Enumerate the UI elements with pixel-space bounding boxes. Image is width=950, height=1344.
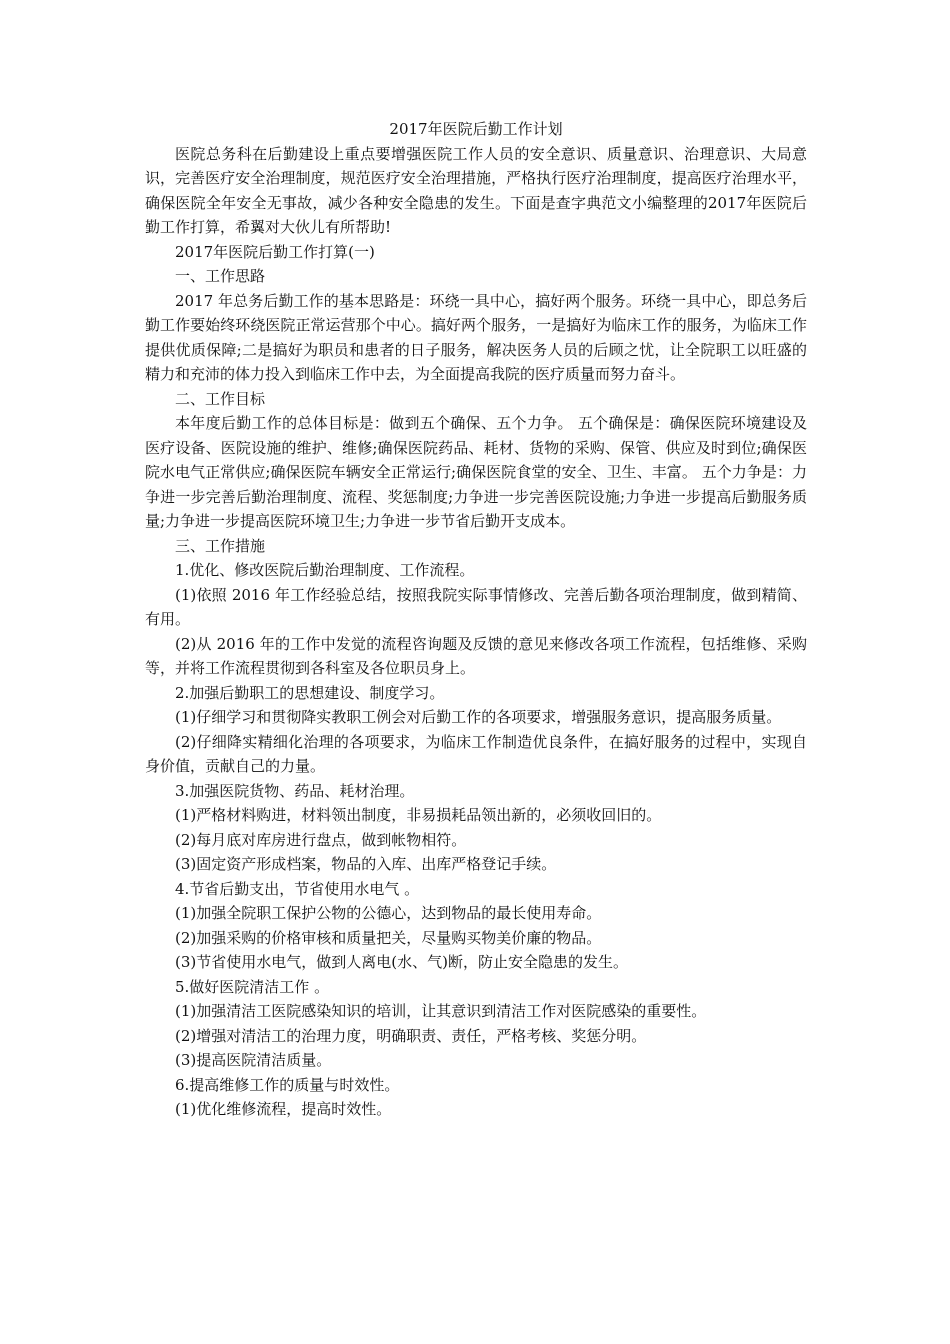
paragraph-work-goal: 本年度后勤工作的总体目标是：做到五个确保、五个力争。 五个确保是：确保医院环境建设及医疗设备、医院设施的维护、维修;确保医院药品、耗材、货物的采购、保管、供应及时到位;确保医院水电气正常供应;确保医院车辆安全正常运行;确保医院食堂的安全、卫生、丰富。 五个力争是：力争进一步完善后勤治理制度、流程、奖惩制度;力争进一步完善医院设施;力争进一步提高后勤服务质量;力争进一步提高医院环境卫生;力争进一步节省后勤开支成本。 bbox=[145, 414, 807, 530]
measure-item: (1)优化维修流程，提高时效性。 bbox=[175, 1100, 392, 1118]
section-heading-2: 二、工作目标 bbox=[175, 389, 266, 408]
measure-heading-1: 1.优化、修改医院后勤治理制度、工作流程。 bbox=[175, 561, 475, 579]
measure-item: (3)提高医院清洁质量。 bbox=[175, 1051, 332, 1069]
measure-item: (2)仔细降实精细化治理的各项要求，为临床工作制造优良条件，在搞好服务的过程中，实现自身价值，贡献自己的力量。 bbox=[145, 732, 807, 775]
measure-item: (1)严格材料购进，材料领出制度，非易损耗品领出新的，必须收回旧的。 bbox=[175, 806, 662, 824]
paragraph-intro: 医院总务科在后勤建设上重点要增强医院工作人员的安全意识、质量意识、治理意识、大局意识，完善医疗安全治理制度，规范医疗安全治理措施，严格执行医疗治理制度，提高医疗治理水平，确保医院全年安全无事故，减少各种安全隐患的发生。下面是查字典范文小编整理的2017年医院后勤工作打算，希翼对大伙儿有所帮助! bbox=[145, 144, 807, 236]
measure-item: (2)从 2016 年的工作中发觉的流程咨询题及反馈的意见来修改各项工作流程，包括维修、采购等，并将工作流程贯彻到各科室及各位职员身上。 bbox=[145, 634, 807, 677]
measure-item: (2)增强对清洁工的治理力度，明确职责、责任，严格考核、奖惩分明。 bbox=[175, 1026, 647, 1045]
measure-heading-3: 3.加强医院货物、药品、耗材治理。 bbox=[175, 781, 415, 800]
document-body bbox=[145, 117, 807, 1122]
section-heading-1: 一、工作思路 bbox=[175, 267, 266, 285]
measure-heading-5: 5.做好医院清洁工作 。 bbox=[175, 977, 330, 996]
measure-item: (3)固定资产形成档案，物品的入库、出库严格登记手续。 bbox=[175, 855, 557, 873]
measure-item: (1)加强清洁工医院感染知识的培训，让其意识到清洁工作对医院感染的重要性。 bbox=[175, 1002, 707, 1020]
paragraph-plan-heading: 2017年医院后勤工作打算(一) bbox=[175, 242, 375, 261]
measure-heading-2: 2.加强后勤职工的思想建设、制度学习。 bbox=[175, 683, 445, 702]
paragraph-work-idea: 2017 年总务后勤工作的基本思路是：环绕一具中心，搞好两个服务。环绕一具中心，即总务后勤工作要始终环绕医院正常运营那个中心。搞好两个服务，一是搞好为临床工作的服务，为临床工作提供优质保障;二是搞好为职员和患者的日子服务，解决医务人员的后顾之忧，让全院职工以旺盛的精力和充沛的体力投入到临床工作中去，为全面提高我院的医疗质量而努力奋斗。 bbox=[145, 291, 807, 383]
measure-heading-6: 6.提高维修工作的质量与时效性。 bbox=[175, 1075, 400, 1094]
measure-item: (2)每月底对库房进行盘点，做到帐物相符。 bbox=[175, 830, 467, 849]
measure-item: (1)依照 2016 年工作经验总结，按照我院实际事情修改、完善后勤各项治理制度，做到精简、有用。 bbox=[145, 585, 807, 628]
measure-item: (2)加强采购的价格审核和质量把关，尽量购买物美价廉的物品。 bbox=[175, 928, 602, 947]
measure-heading-4: 4.节省后勤支出，节省使用水电气 。 bbox=[175, 879, 420, 898]
measure-item: (1)加强全院职工保护公物的公德心，达到物品的最长使用寿命。 bbox=[175, 904, 602, 922]
section-heading-3: 三、工作措施 bbox=[175, 536, 266, 555]
measure-item: (3)节省使用水电气，做到人离电(水、气)断，防止安全隐患的发生。 bbox=[175, 953, 628, 971]
document-title: 2017年医院后勤工作计划 bbox=[389, 120, 563, 138]
measure-item: (1)仔细学习和贯彻降实教职工例会对后勤工作的各项要求，增强服务意识，提高服务质量。 bbox=[175, 708, 782, 726]
